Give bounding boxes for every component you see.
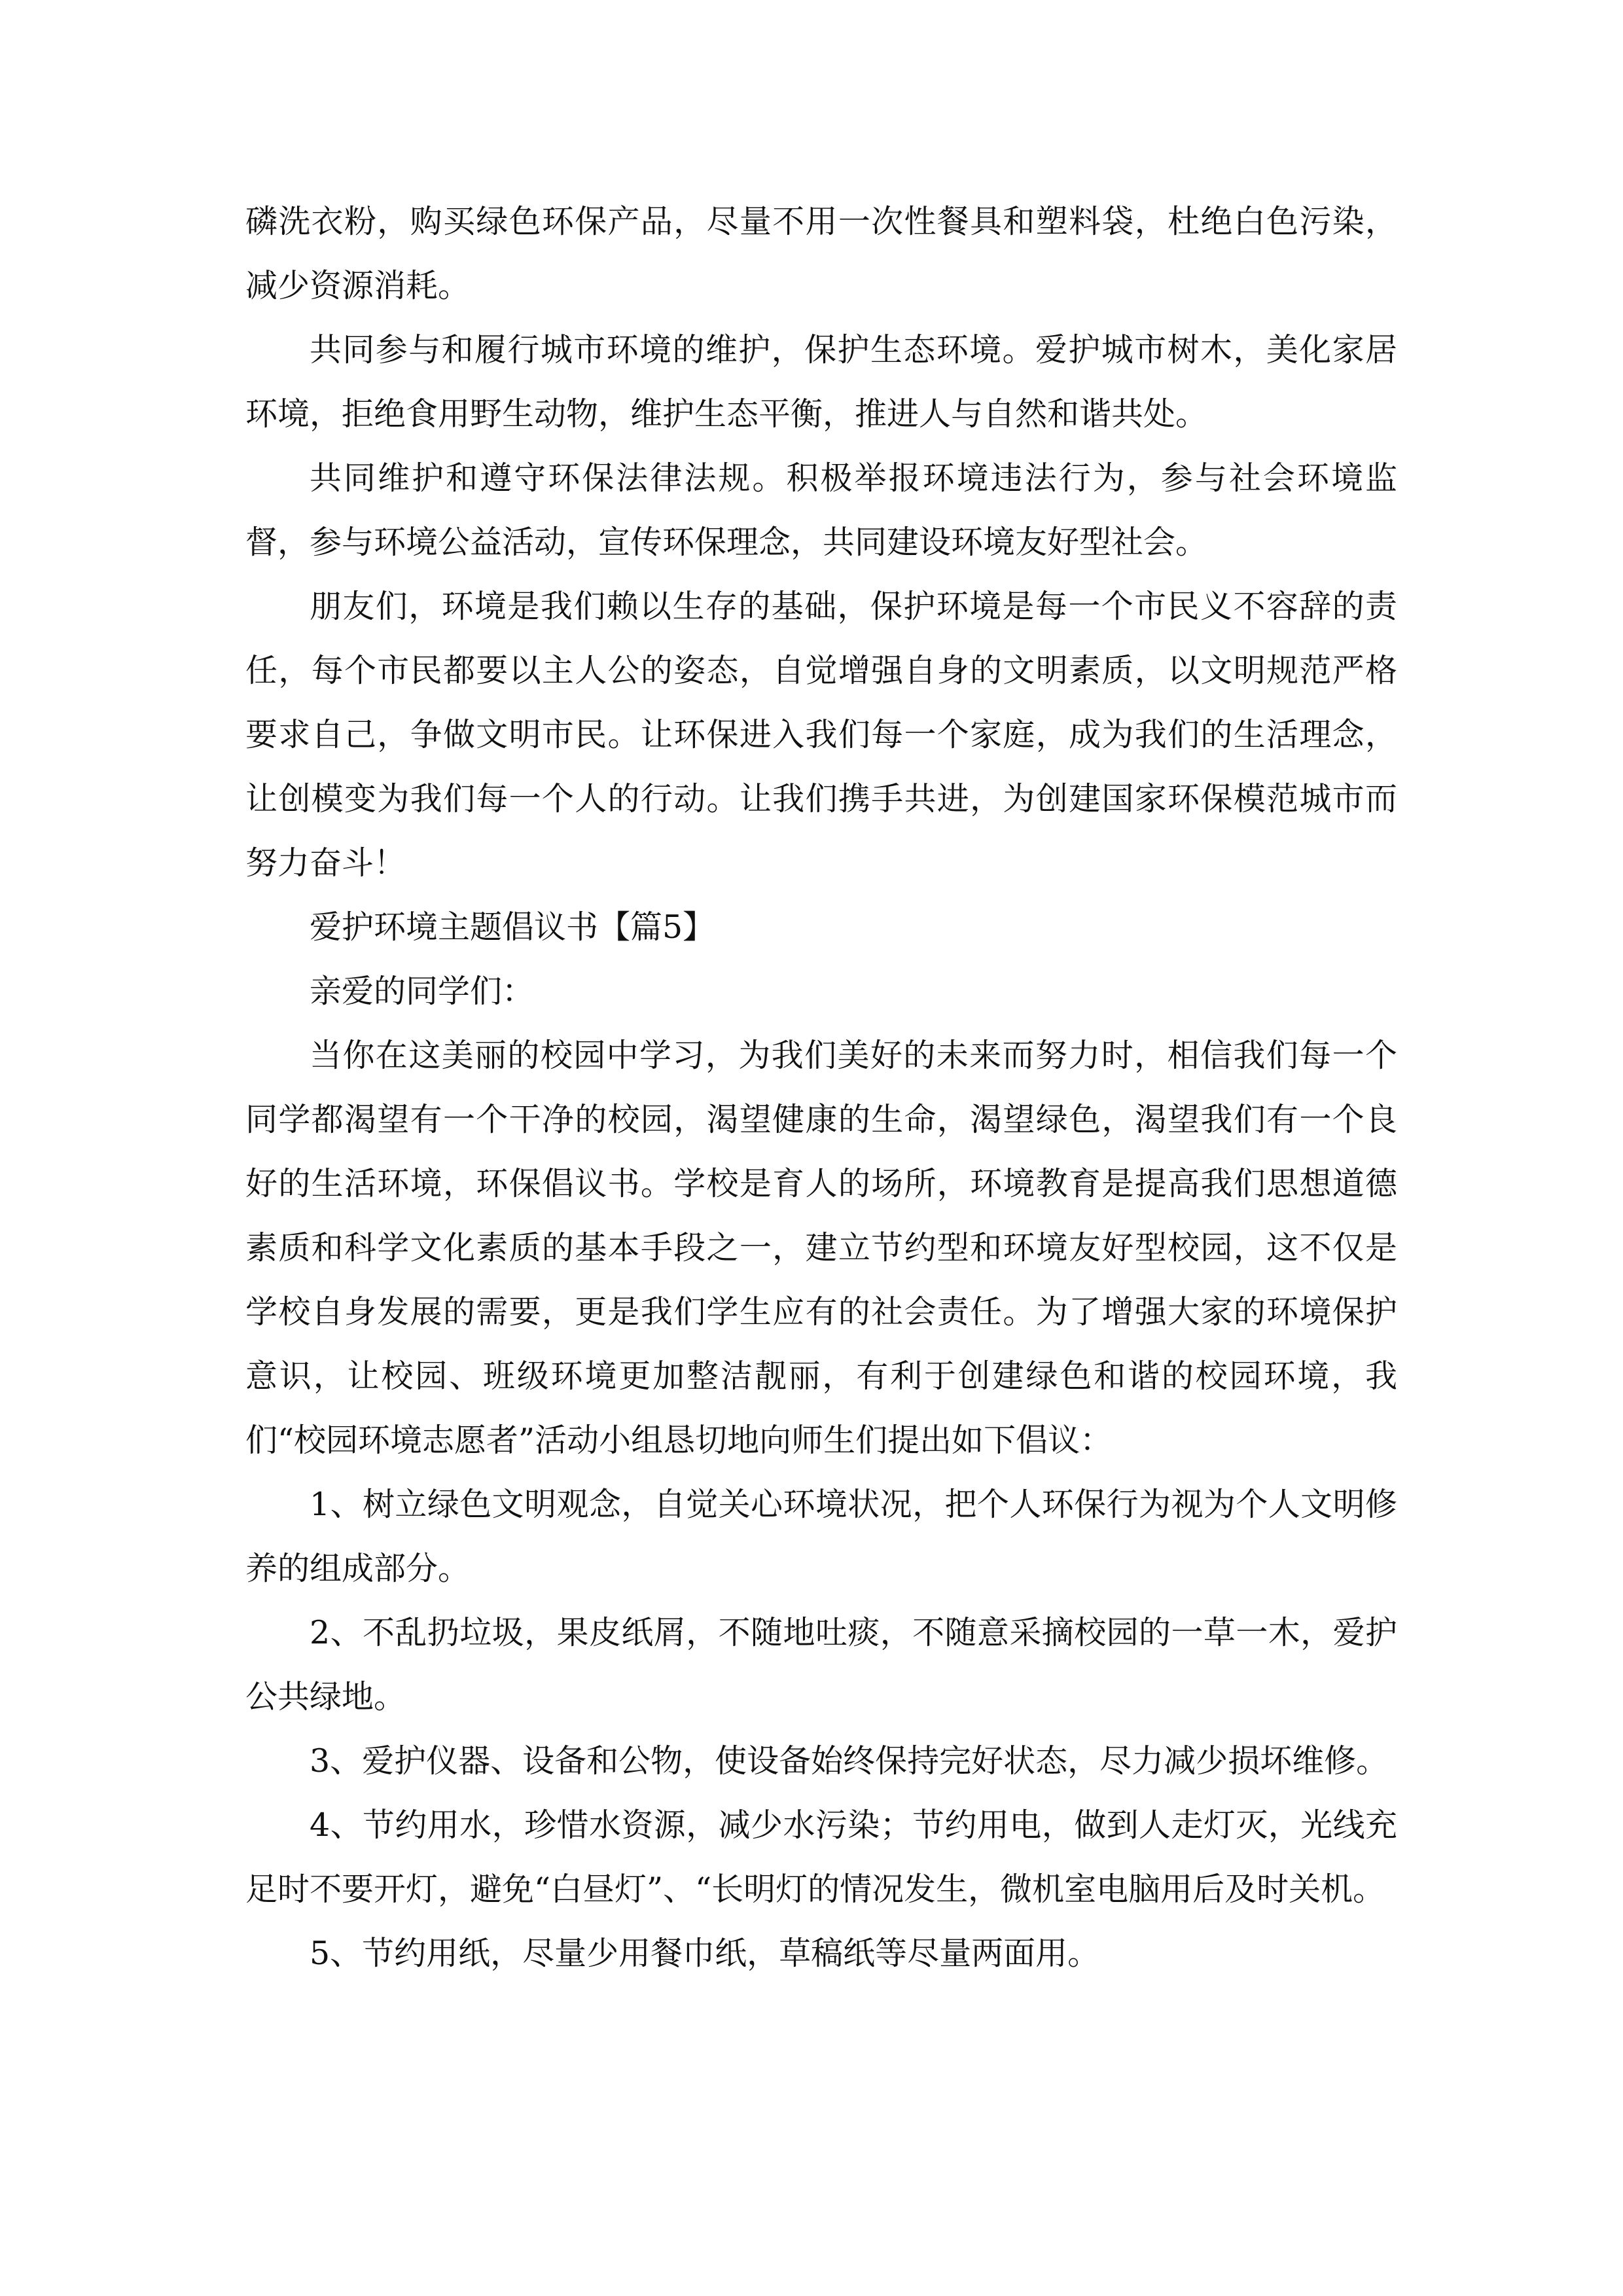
list-item-4: 4、节约用水，珍惜水资源，减少水污染；节约用电，做到人走灯灭，光线充足时不要开灯，避免“白昼灯”、“长明灯的情况发生，微机室电脑用后及时关机。 [245,1806,1397,1908]
paragraph-continuation: 磷洗衣粉，购买绿色环保产品，尽量不用一次性餐具和塑料袋，杜绝白色污染，减少资源消耗。 [245,203,1397,304]
paragraph-city-environment: 共同参与和履行城市环境的维护，保护生态环境。爱护城市树木，美化家居环境，拒绝食用野生动物，维护生态平衡，推进人与自然和谐共处。 [245,331,1397,433]
list-item-1: 1、树立绿色文明观念，自觉关心环境状况，把个人环保行为视为个人文明修养的组成部分。 [245,1486,1397,1587]
paragraph-environmental-law: 共同维护和遵守环保法律法规。积极举报环境违法行为，参与社会环境监督，参与环境公益活动，宣传环保理念，共同建设环境友好型社会。 [245,459,1397,561]
salutation: 亲爱的同学们： [310,973,535,1010]
paragraph-campus-intro: 当你在这美丽的校园中学习，为我们美好的未来而努力时，相信我们每一个同学都渴望有一个干净的校园，渴望健康的生命，渴望绿色，渴望我们有一个良好的生活环境，环保倡议书。学校是育人的场所，环境教育是提高我们思想道德素质和科学文化素质的基本手段之一，建立节约型和环境友好型校园，这不仅是学校自身发展的需要，更是我们学生应有的社会责任。为了增强大家的环境保护意识，让校园、班级环境更加整洁靓丽，有利于创建绿色和谐的校园环境，我们“校园环境志愿者”活动小组恳切地向师生们提出如下倡议： [245,1037,1397,1459]
section-heading-part5: 爱护环境主题倡议书【篇5】 [310,908,715,946]
list-item-3: 3、爱护仪器、设备和公物，使设备始终保持完好状态，尽力减少损坏维修。 [310,1742,1389,1780]
list-item-2: 2、不乱扔垃圾，果皮纸屑，不随地吐痰，不随意采摘校园的一草一木，爱护公共绿地。 [245,1614,1397,1715]
paragraph-friends-appeal: 朋友们，环境是我们赖以生存的基础，保护环境是每一个市民义不容辞的责任，每个市民都要以主人公的姿态，自觉增强自身的文明素质，以文明规范严格要求自己，争做文明市民。让环保进入我们每一个家庭，成为我们的生活理念，让创模变为我们每一个人的行动。让我们携手共进，为创建国家环保模范城市而努力奋斗！ [245,588,1397,882]
list-item-5: 5、节约用纸，尽量少用餐巾纸，草稿纸等尽量两面用。 [310,1935,1100,1972]
document-body [245,190,1397,1986]
